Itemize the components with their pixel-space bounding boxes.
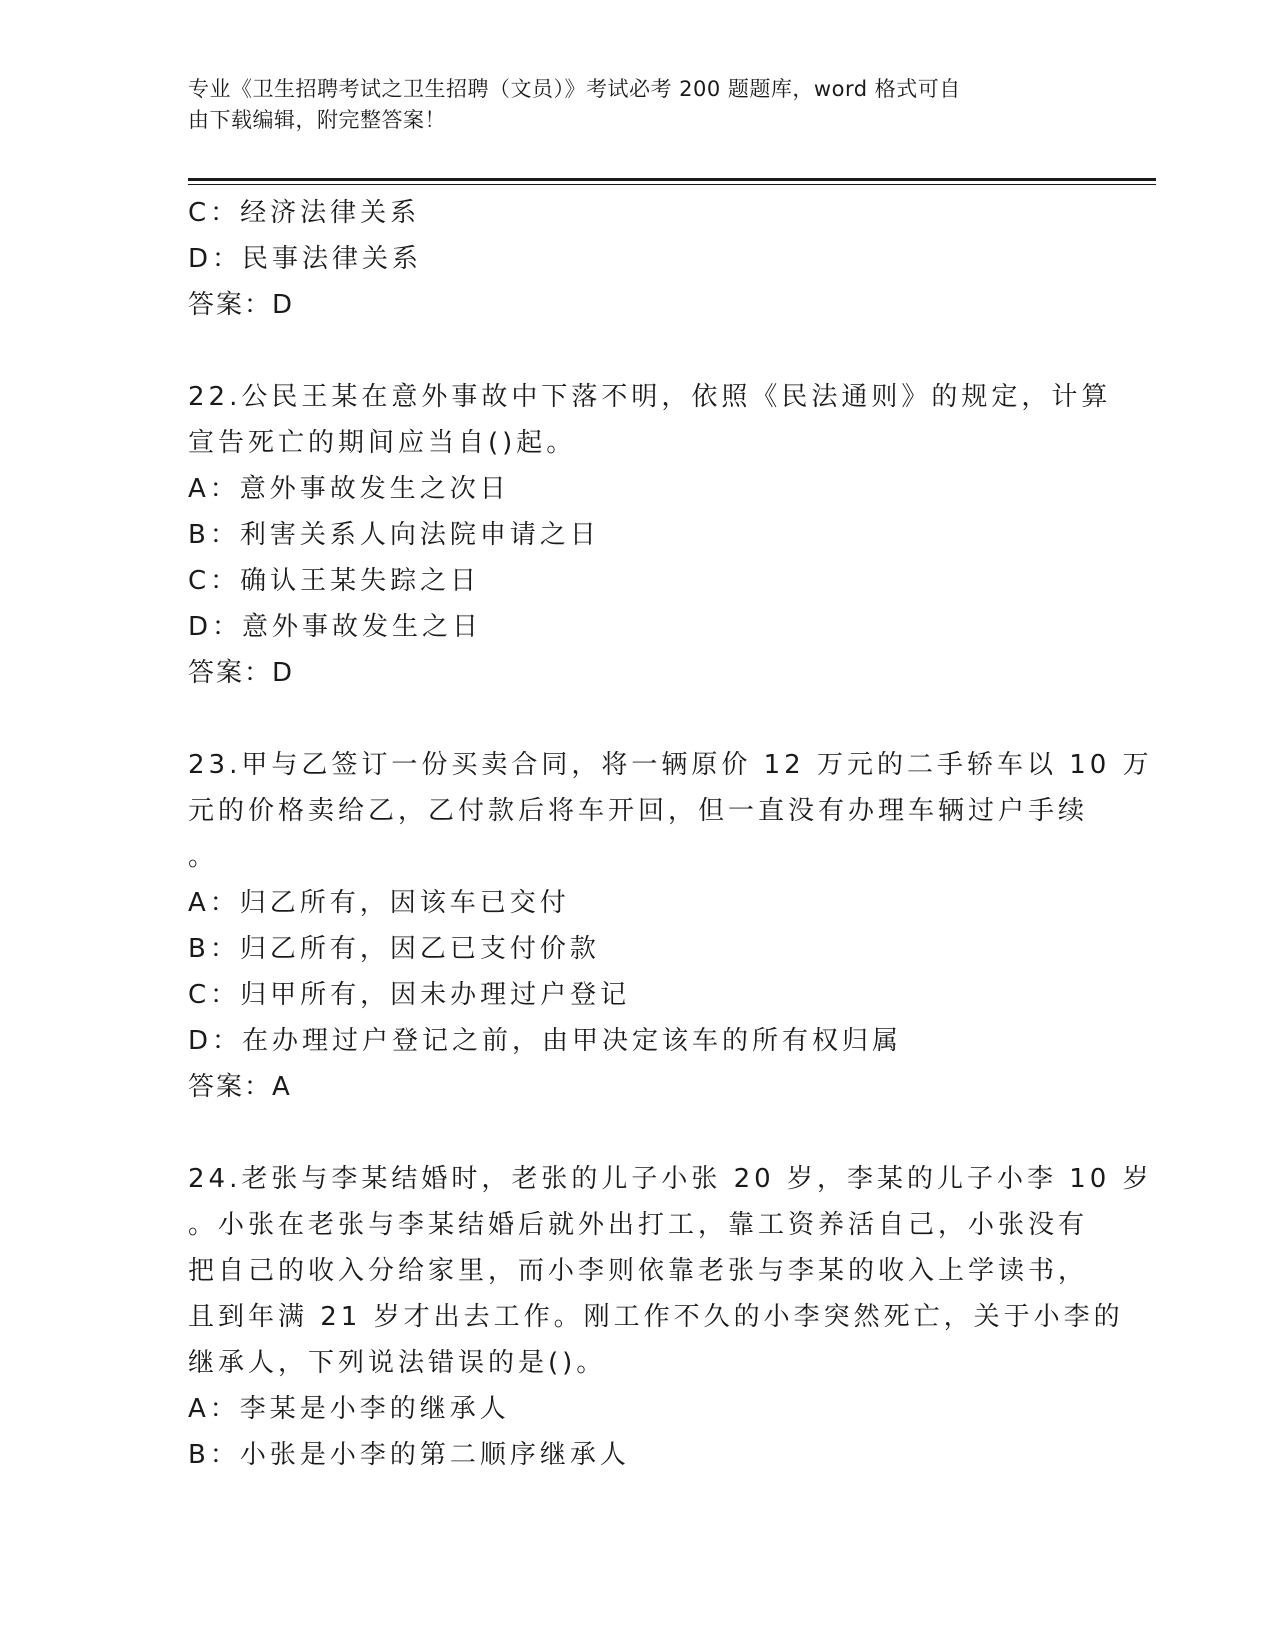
- option-c: C：确认王某失踪之日: [188, 566, 481, 596]
- answer-text: 答案：D: [188, 290, 295, 320]
- question-text: 且到年满 21 岁才出去工作。刚工作不久的小李突然死亡，关于小李的: [188, 1302, 1124, 1332]
- question-text: 把自己的收入分给家里，而小李则依靠老张与李某的收入上学读书，: [188, 1256, 1089, 1286]
- question-block-24: [188, 1156, 1153, 1478]
- answer-text: 答案：D: [188, 658, 295, 688]
- question-block-23: [188, 742, 1153, 1110]
- page-header: [188, 74, 1088, 136]
- question-text: 继承人，下列说法错误的是()。: [188, 1348, 607, 1378]
- answer-text: 答案：A: [188, 1072, 292, 1102]
- header-divider-thin: [188, 184, 1156, 185]
- question-block-22: [188, 374, 1112, 696]
- option-b: B：归乙所有，因乙已支付价款: [188, 934, 600, 964]
- question-text: 22.公民王某在意外事故中下落不明，依照《民法通则》的规定，计算: [188, 382, 1112, 412]
- question-text: 。: [188, 842, 219, 872]
- header-line-1: 专业《卫生招聘考试之卫生招聘（文员）》考试必考 200 题题库，word 格式可自: [188, 77, 961, 101]
- spacer: [188, 696, 1088, 742]
- option-c: C：经济法律关系: [188, 198, 421, 228]
- spacer: [188, 328, 1088, 374]
- header-line-2: 由下载编辑，附完整答案！: [188, 108, 446, 132]
- option-a: A：李某是小李的继承人: [188, 1394, 510, 1424]
- spacer: [188, 1110, 1088, 1156]
- question-text: 宣告死亡的期间应当自()起。: [188, 428, 577, 458]
- option-a: A：意外事故发生之次日: [188, 474, 510, 504]
- option-b: B：小张是小李的第二顺序继承人: [188, 1440, 630, 1470]
- question-text: 元的价格卖给乙，乙付款后将车开回，但一直没有办理车辆过户手续: [188, 796, 1089, 826]
- header-divider-thick: [188, 178, 1156, 181]
- question-list: [188, 190, 1153, 1478]
- option-d: D：在办理过户登记之前，由甲决定该车的所有权归属: [188, 1026, 903, 1056]
- question-text: 。小张在老张与李某结婚后就外出打工，靠工资养活自己，小张没有: [188, 1210, 1089, 1240]
- option-d: D：意外事故发生之日: [188, 612, 483, 642]
- question-text: 23.甲与乙签订一份买卖合同，将一辆原价 12 万元的二手轿车以 10 万: [188, 750, 1153, 780]
- option-c: C：归甲所有，因未办理过户登记: [188, 980, 631, 1010]
- question-text: 24.老张与李某结婚时，老张的儿子小张 20 岁，李某的儿子小李 10 岁: [188, 1164, 1153, 1194]
- option-b: B：利害关系人向法院申请之日: [188, 520, 600, 550]
- question-block-21: [188, 190, 1088, 328]
- option-a: A：归乙所有，因该车已交付: [188, 888, 570, 918]
- option-d: D：民事法律关系: [188, 244, 423, 274]
